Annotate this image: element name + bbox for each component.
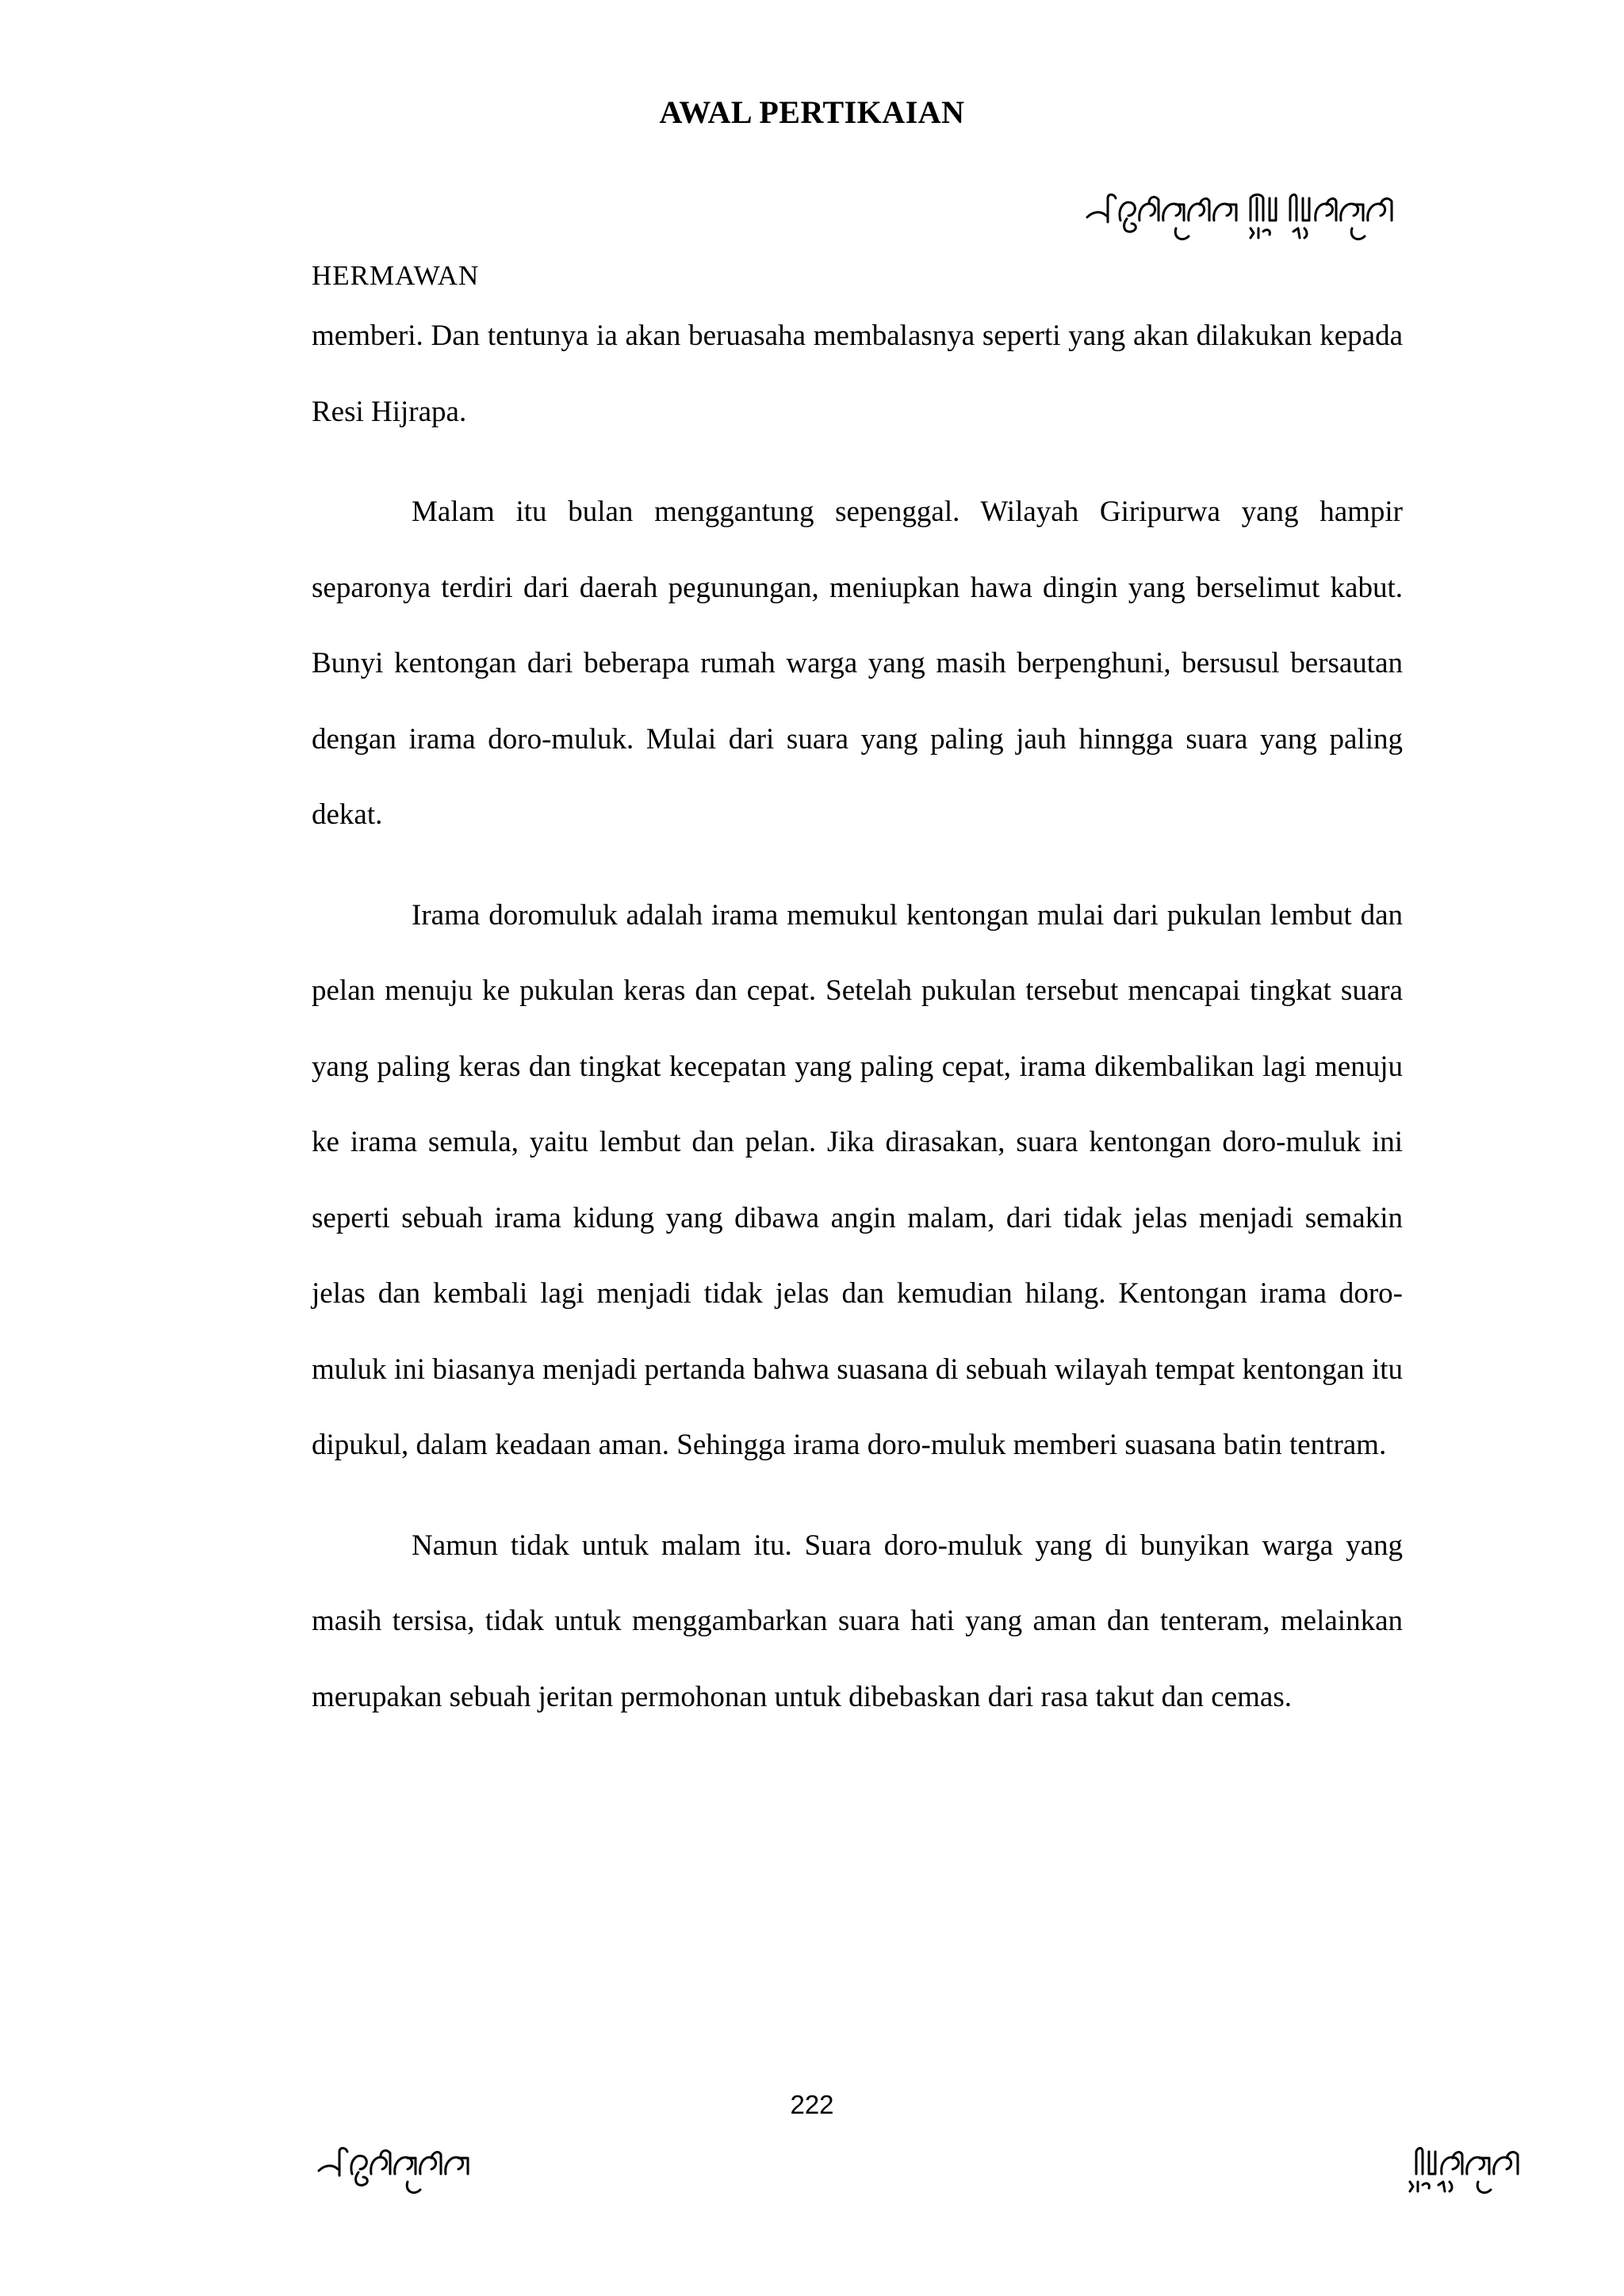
body-text <box>312 298 1403 1735</box>
paragraph: Irama doromuluk adalah irama memukul kentongan mulai dari pukulan lembut dan pelan menuju ke pukulan keras dan cepat. Setelah pukulan tersebut mencapai tingkat suara yang paling keras dan tingkat kecepatan yang paling cepat, irama dikembalikan lagi menuju ke irama semula, yaitu lembut dan pelan. Jika dirasakan, suara kentongan doro-muluk ini seperti sebuah irama kidung yang dibawa angin malam, dari tidak jelas menjadi semakin jelas dan kembali lagi menjadi tidak jelas dan kemudian hilang. Kentongan irama doro-muluk ini biasanya menjadi pertanda bahwa suasana di sebuah wilayah tempat kentongan itu dipukul, dalam keadaan aman. Sehingga irama doro-muluk memberi suasana batin tentram. <box>312 898 1403 1461</box>
paragraph: Namun tidak untuk malam itu. Suara doro-muluk yang di bunyikan warga yang masih tersisa, tidak untuk menggambarkan suara hati yang aman dan tenteram, melainkan merupakan sebuah jeritan permohonan untuk dibebaskan dari rasa takut dan cemas. <box>312 1529 1403 1713</box>
page-number: 222 <box>790 2090 834 2119</box>
page-title: AWAL PERTIKAIAN <box>659 94 965 130</box>
paragraph: Malam itu bulan menggantung sepenggal. Wilayah Giripurwa yang hampir separonya terdiri dari daerah pegunungan, meniupkan hawa dingin yang berselimut kabut. Bunyi kentongan dari beberapa rumah warga yang masih berpenghuni, bersusul bersautan dengan irama doro-muluk. Mulai dari suara yang paling jauh hinngga suara yang paling dekat. <box>312 496 1403 831</box>
paragraph: memberi. Dan tentunya ia akan beruasaha membalasnya seperti yang akan dilakukan kepada Resi Hijrapa. <box>312 320 1403 428</box>
javanese-script-ornament-left-icon <box>314 2141 496 2196</box>
javanese-script-ornament-icon <box>1082 187 1408 243</box>
author-name: HERMAWAN <box>312 260 480 291</box>
javanese-script-ornament-right-icon <box>1407 2141 1565 2196</box>
